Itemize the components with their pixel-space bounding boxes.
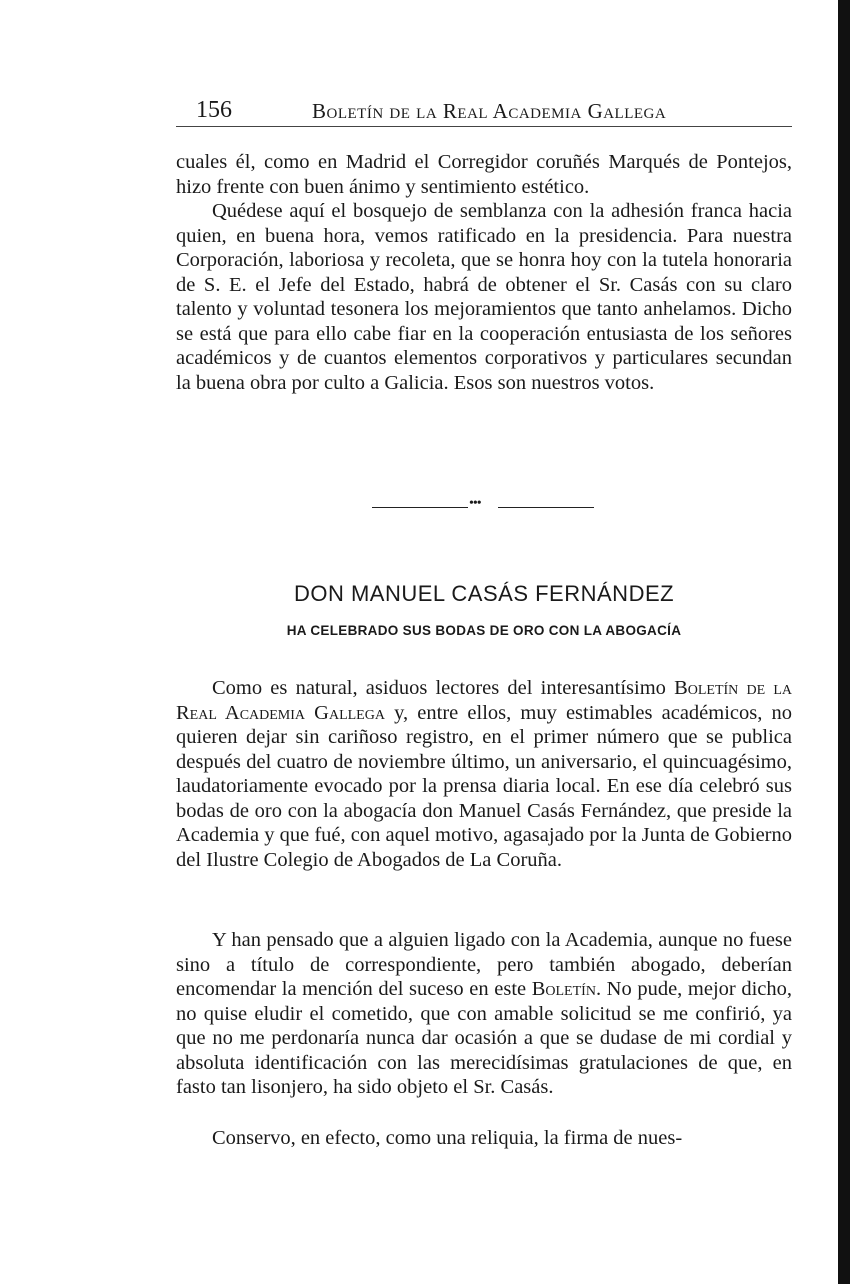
page-number: 156 [196,97,232,123]
article-subtitle: HA CELEBRADO SUS BODAS DE ORO CON LA ABOGACÍA [286,623,682,638]
running-header [176,96,792,128]
article-title: DON MANUEL CASÁS FERNÁNDEZ [293,581,675,606]
divider-dots: ••• [469,496,481,511]
article-paragraph: Conservo, en efecto, como una reliquia, la firma de nues- [212,1127,683,1149]
journal-title: Boletín de la Real Academia Gallega [312,99,667,123]
divider-line-right [498,507,594,508]
divider-line-left [372,507,468,508]
bulletin-name: Boletín de la Real Academia Gallega [176,677,792,724]
paragraph-text: Y han pensado que a alguien ligado con la Academia, aunque no fuese sino a título de correspondiente, pero también abogado, deberían encomendar la mención del suceso en este [176,929,792,1000]
section-divider-ornament [372,496,594,511]
header-rule [176,126,792,127]
paragraph-text: Como es natural, asiduos lectores del interesantísimo [212,677,675,699]
article-paragraph [176,676,792,872]
intro-paragraph: Quédese aquí el bosquejo de semblanza con la adhesión franca hacia quien, en buena hora, vemos ratificado en la presidencia. Para nuestra Corporación, laboriosa y recoleta, que se honra hoy con la tutela honoraria de S. E. el Jefe del Estado, habrá de obtener el Sr. Casás con su claro talento y voluntad tesonera los mejoramientos que tanto anhelamos. Dicho se está que para ello cabe fiar en la cooperación entusiasta de los señores académicos y de cuantos elementos corporativos y particulares secundan la buena obra por culto a Galicia. Esos son nuestros votos. [176,200,792,394]
scan-edge-shadow [838,0,850,1284]
bulletin-name: Boletín [531,978,596,1000]
paragraph-text: y, entre ellos, muy estimables académicos, no quieren dejar sin cariñoso registro, en el primer número que se publica después del cuatro de noviembre último, un aniversario, el quincuagésimo, laudatoriamente evocado por la prensa diaria local. En ese día celebró sus bodas de oro con la abogacía don Manuel Casás Fernández, que preside la Academia y que fué, con aquel motivo, agasajado por la Junta de Gobierno del Ilustre Colegio de Abogados de La Coruña. [176,701,793,871]
intro-paragraph: cuales él, como en Madrid el Corregidor coruñés Marqués de Pontejos, hizo frente con buen ánimo y sentimiento estético. [176,151,792,198]
paragraph-text: . No pude, mejor dicho, no quise eludir el cometido, que con amable solicitud se me confirió, ya que no me perdonaría nunca dar ocasión a que se dudase de mi cordial y absoluta identificación con las merecidísimas gratulaciones de que, en fasto tan lisonjero, ha sido objeto el Sr. Casás. [176,978,793,1098]
article-paragraph [176,928,792,1100]
